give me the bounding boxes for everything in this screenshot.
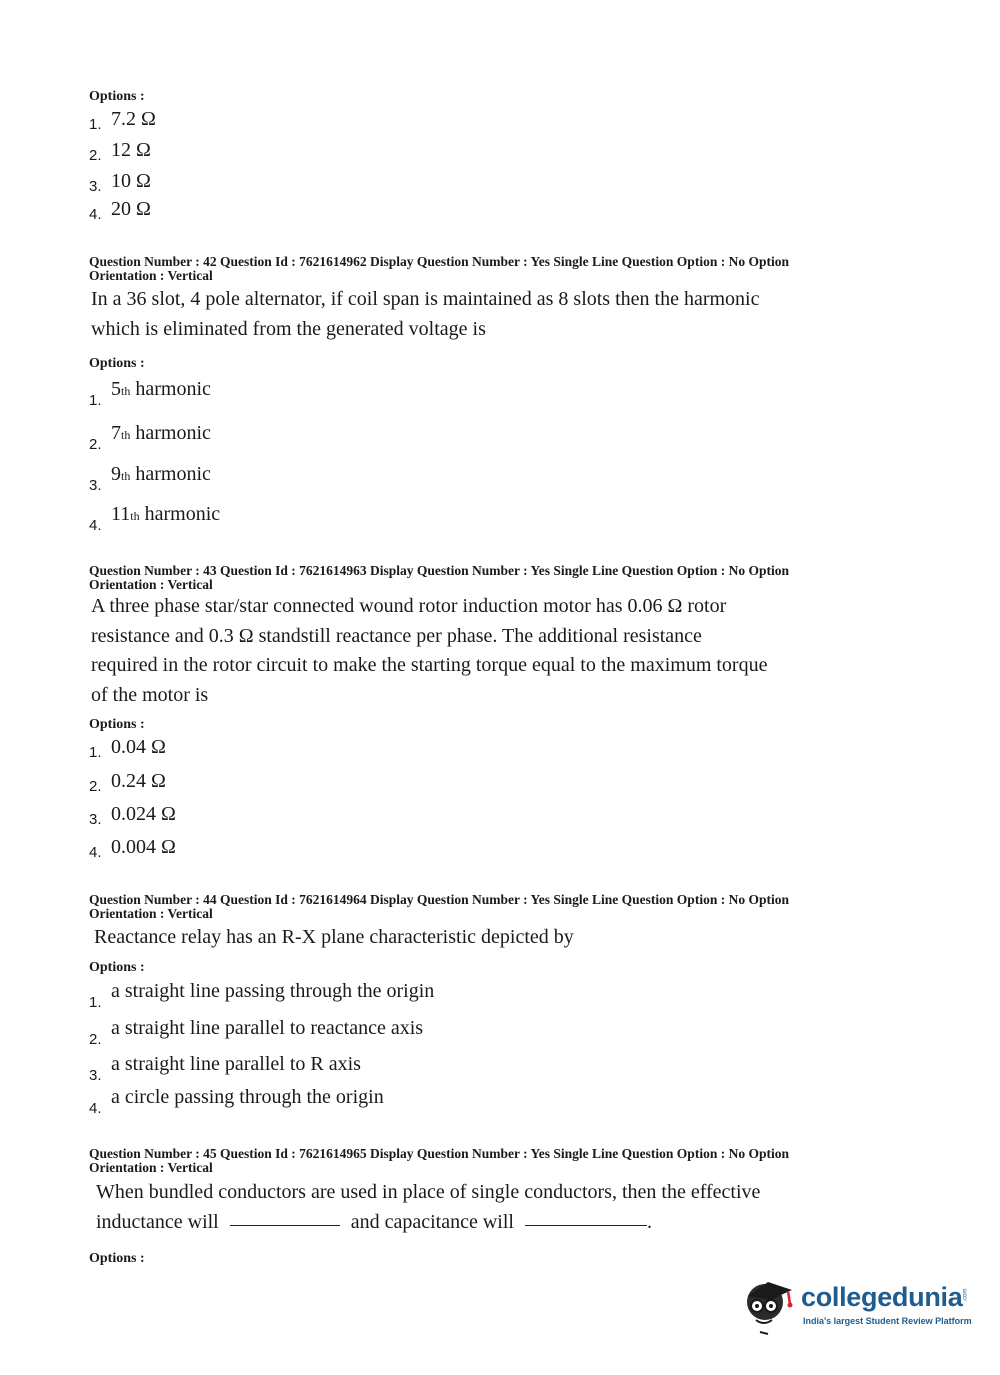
question-text-line: of the motor is xyxy=(91,683,209,706)
option-sup: th xyxy=(121,469,131,483)
option-number: 1. xyxy=(89,392,102,409)
option-number: 1. xyxy=(89,116,102,133)
option-base: 11 xyxy=(111,503,131,525)
option-number: 1. xyxy=(89,744,102,761)
option-item[interactable] xyxy=(89,736,166,759)
option-sup: th xyxy=(121,428,131,442)
option-text: harmonic xyxy=(130,463,211,485)
option-text: a straight line passing through the origin xyxy=(111,980,435,1002)
option-text: a straight line parallel to R axis xyxy=(111,1053,361,1075)
option-number: 4. xyxy=(89,844,102,861)
option-item[interactable] xyxy=(89,170,151,193)
option-number: 2. xyxy=(89,778,102,795)
option-item[interactable] xyxy=(89,378,211,409)
question-meta-line: Orientation : Vertical xyxy=(89,268,213,283)
option-item[interactable] xyxy=(89,803,176,826)
question-text-line: A three phase star/star connected wound rotor induction motor has 0.06 Ω rotor xyxy=(91,595,727,617)
option-item[interactable] xyxy=(89,463,211,494)
question-text xyxy=(96,1177,876,1237)
logo-suffix: .com xyxy=(962,1288,969,1302)
option-item[interactable] xyxy=(89,770,166,793)
question-text-line: resistance and 0.3 Ω standstill reactance per phase. The additional resistance xyxy=(91,624,702,647)
question-text-line: Reactance relay has an R-X plane characteristic depicted by xyxy=(94,926,574,948)
option-text: 0.04 Ω xyxy=(111,736,166,758)
option-text: 20 Ω xyxy=(111,198,151,220)
option-number: 2. xyxy=(89,1031,102,1048)
question-text xyxy=(94,922,874,952)
question-text-line: When bundled conductors are used in place of single conductors, then the effective xyxy=(96,1181,761,1203)
question-text-line: In a 36 slot, 4 pole alternator, if coil span is maintained as 8 slots then the harmonic xyxy=(91,288,760,310)
option-item[interactable] xyxy=(89,198,151,221)
question-text-fragment: . xyxy=(646,1211,652,1233)
fill-in-blank xyxy=(230,1224,340,1226)
fill-in-blank xyxy=(525,1224,647,1226)
question-meta-line: Question Number : 42 Question Id : 7621614962 Display Question Number : Yes Single Line Question Option : No Option xyxy=(89,254,789,269)
logo-wordmark: collegedunia xyxy=(801,1282,963,1312)
question-meta-line: Question Number : 43 Question Id : 7621614963 Display Question Number : Yes Single Line Question Option : No Option xyxy=(89,563,789,578)
question-meta xyxy=(89,893,869,921)
question-text-fragment: and capacitance will xyxy=(350,1211,514,1233)
options-label: Options : xyxy=(89,1251,145,1266)
option-number: 3. xyxy=(89,477,102,494)
options-label: Options : xyxy=(89,717,145,732)
option-sup: th xyxy=(121,384,131,398)
option-item[interactable] xyxy=(89,1017,424,1048)
question-meta-line: Orientation : Vertical xyxy=(89,577,213,592)
option-text: 0.004 Ω xyxy=(111,836,176,858)
option-number: 4. xyxy=(89,517,102,534)
option-number: 2. xyxy=(89,436,102,453)
question-text xyxy=(91,284,871,344)
option-text: a circle passing through the origin xyxy=(111,1086,384,1108)
option-item[interactable] xyxy=(89,422,211,453)
option-text: a straight line parallel to reactance axis xyxy=(111,1017,424,1039)
question-text-line: required in the rotor circuit to make the starting torque equal to the maximum torque xyxy=(91,654,768,676)
question-meta-line: Orientation : Vertical xyxy=(89,1160,213,1175)
option-text: 0.24 Ω xyxy=(111,770,166,792)
question-meta xyxy=(89,564,869,592)
option-base: 9 xyxy=(111,463,121,485)
option-item[interactable] xyxy=(89,1053,361,1084)
option-item[interactable] xyxy=(89,503,221,534)
option-item[interactable] xyxy=(89,139,151,162)
options-label: Options : xyxy=(89,89,145,104)
option-number: 1. xyxy=(89,994,102,1011)
option-item[interactable] xyxy=(89,836,176,859)
question-meta-line: Orientation : Vertical xyxy=(89,906,213,921)
question-text-line: which is eliminated from the generated voltage is xyxy=(91,318,486,340)
options-label: Options : xyxy=(89,356,145,371)
option-item[interactable] xyxy=(89,1086,384,1117)
option-text: 0.024 Ω xyxy=(111,803,176,825)
question-meta xyxy=(89,1147,869,1175)
option-base: 5 xyxy=(111,378,121,400)
option-number: 3. xyxy=(89,1067,102,1084)
options-label: Options : xyxy=(89,960,145,975)
option-number: 3. xyxy=(89,811,102,828)
question-meta-line: Question Number : 44 Question Id : 7621614964 Display Question Number : Yes Single Line Question Option : No Option xyxy=(89,892,789,907)
question-meta xyxy=(89,255,869,283)
question-text xyxy=(91,592,871,710)
logo-tagline: India's largest Student Review Platform xyxy=(803,1316,972,1326)
option-item[interactable] xyxy=(89,108,156,131)
option-number: 4. xyxy=(89,1100,102,1117)
option-number: 4. xyxy=(89,206,102,223)
option-number: 3. xyxy=(89,178,102,195)
option-text: harmonic xyxy=(130,378,211,400)
option-text: harmonic xyxy=(130,422,211,444)
question-text-fragment: inductance will xyxy=(96,1211,219,1233)
option-text: 7.2 Ω xyxy=(111,108,156,130)
option-number: 2. xyxy=(89,147,102,164)
option-sup: th xyxy=(130,509,140,523)
option-item[interactable] xyxy=(89,980,435,1011)
option-text: 10 Ω xyxy=(111,170,151,192)
question-text-line xyxy=(96,1207,876,1237)
option-base: 7 xyxy=(111,422,121,444)
option-text: harmonic xyxy=(139,503,221,525)
question-meta-line: Question Number : 45 Question Id : 7621614965 Display Question Number : Yes Single Line Question Option : No Option xyxy=(89,1146,789,1161)
option-text: 12 Ω xyxy=(111,139,151,161)
